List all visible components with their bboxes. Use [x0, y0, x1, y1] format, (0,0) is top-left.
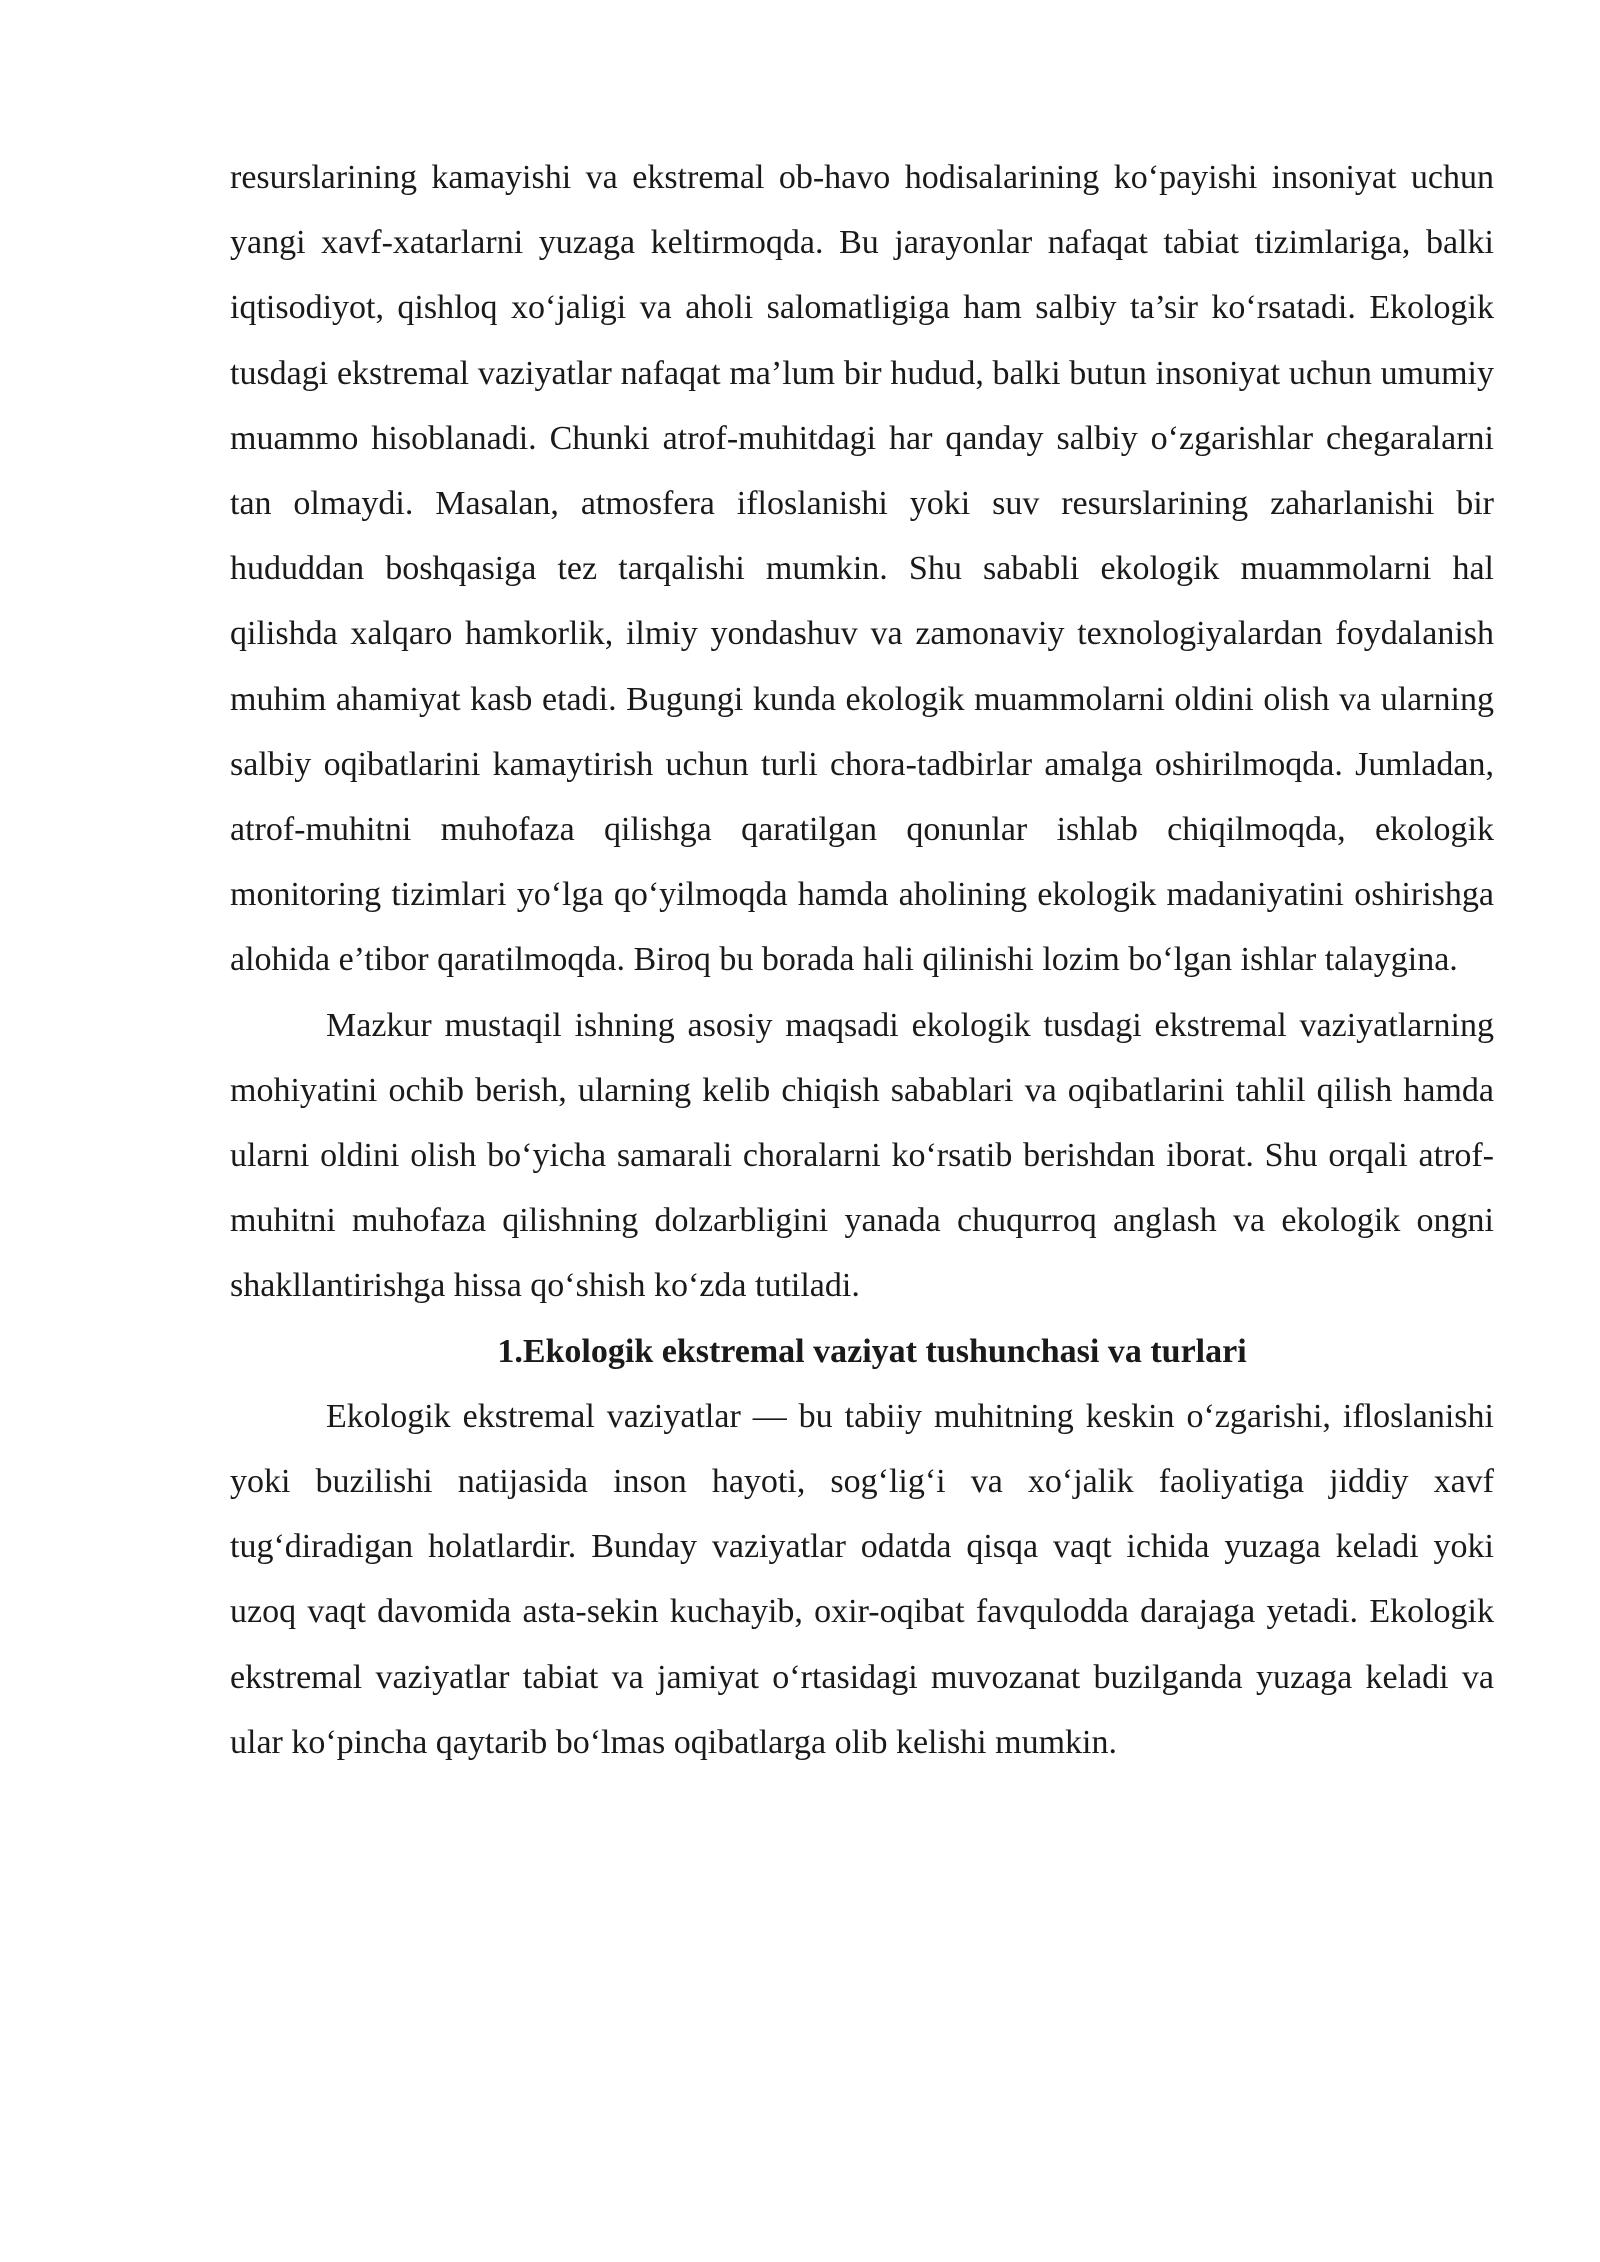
document-body — [230, 145, 1494, 1775]
section-heading: 1.Ekologik ekstremal vaziyat tushunchasi va turlari — [497, 1332, 1247, 1370]
paragraph-intro-continuation: resurslarining kamayishi va ekstremal ob-havo hodisalarining ko‘payishi insoniyat uchun yangi xavf-xatarlarni yuzaga keltirmoqda. Bu jarayonlar nafaqat tabiat tizimlariga, balki iqtisodiyot, qishloq xo‘jaligi va aholi salomatligiga ham salbiy ta’sir ko‘rsatadi. Ekologik tusdagi ekstremal vaziyatlar nafaqat ma’lum bir hudud, balki butun insoniyat uchun umumiy muammo hisoblanadi. Chunki atrof-muhitdagi har qanday salbiy o‘zgarishlar chegaralarni tan olmaydi. Masalan, atmosfera ifloslanishi yoki suv resurslarining zaharlanishi bir hududdan boshqasiga tez tarqalishi mumkin. Shu sababli ekologik muammolarni hal qilishda xalqaro hamkorlik, ilmiy yondashuv va zamonaviy texnologiyalardan foydalanish muhim ahamiyat kasb etadi. Bugungi kunda ekologik muammolarni oldini olish va ularning salbiy oqibatlarini kamaytirish uchun turli chora-tadbirlar amalga oshirilmoqda. Jumladan, atrof-muhitni muhofaza qilishga qaratilgan qonunlar ishlab chiqilmoqda, ekologik monitoring tizimlari yo‘lga qo‘yilmoqda hamda aholining ekologik madaniyatini oshirishga alohida e’tibor qaratilmoqda. Biroq bu borada hali qilinishi lozim bo‘lgan ishlar talaygina. — [230, 159, 1494, 979]
paragraph-definition: Ekologik ekstremal vaziyatlar — bu tabiiy muhitning keskin o‘zgarishi, ifloslanishi yoki buzilishi natijasida inson hayoti, sog‘lig‘i va xo‘jalik faoliyatiga jiddiy xavf tug‘diradigan holatlardir. Bunday vaziyatlar odatda qisqa vaqt ichida yuzaga keladi yoki uzoq vaqt davomida asta-sekin kuchayib, oxir-oqibat favqulodda darajaga yetadi. Ekologik ekstremal vaziyatlar tabiat va jamiyat o‘rtasidagi muvozanat buzilganda yuzaga keladi va ular ko‘pincha qaytarib bo‘lmas oqibatlarga olib kelishi mumkin. — [230, 1397, 1494, 1761]
paragraph-purpose: Mazkur mustaqil ishning asosiy maqsadi ekologik tusdagi ekstremal vaziyatlarning mohiyatini ochib berish, ularning kelib chiqish sabablari va oqibatlarini tahlil qilish hamda ularni oldini olish bo‘yicha samarali choralarni ko‘rsatib berishdan iborat. Shu orqali atrof-muhitni muhofaza qilishning dolzarbligini yanada chuqurroq anglash va ekologik ongni shakllantirishga hissa qo‘shish ko‘zda tutiladi. — [230, 1006, 1494, 1305]
